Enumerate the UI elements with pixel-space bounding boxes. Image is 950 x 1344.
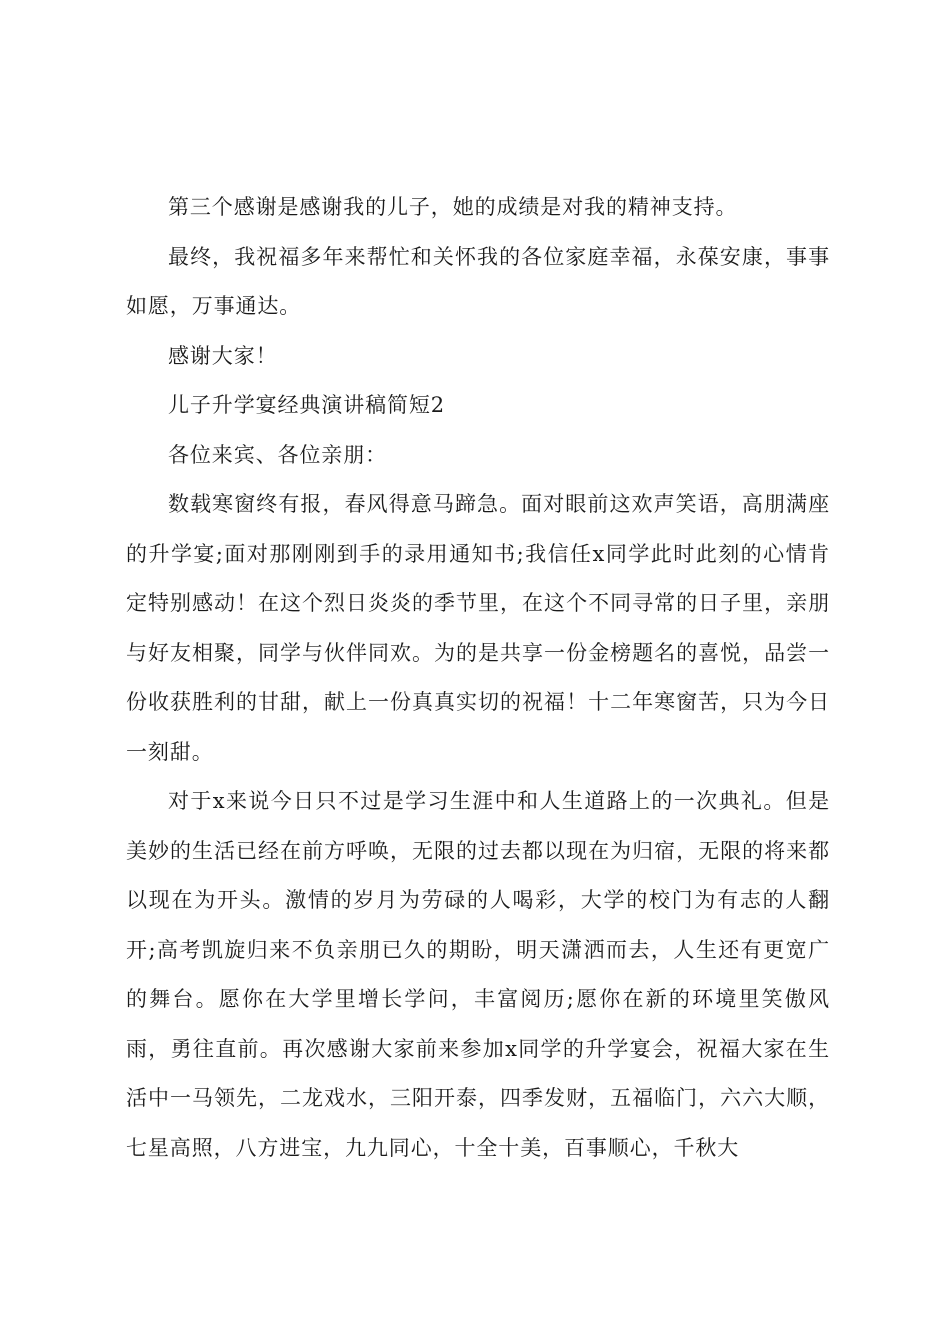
section-title: 儿子升学宴经典演讲稿简短2 xyxy=(168,393,446,417)
paragraph-thanks-all: 感谢大家！ xyxy=(168,343,278,368)
paragraph-greeting: 各位来宾、各位亲朋： xyxy=(168,442,387,467)
paragraph-future: 对于x来说今日只不过是学习生涯中和人生道路上的一次典礼。但是美妙的生活已经在前方呼唤，无限的过去都以现在为归宿，无限的将来都以现在为开头。激情的岁月为劳碌的人喝彩，大学的校门为有志的人翻开;高考凯旋归来不负亲朋已久的期盼，明天潇洒而去，人生还有更宽广的舞台。愿你在大学里增长学问，丰富阅历;愿你在新的环境里笑傲风雨，勇往直前。再次感谢大家前来参加x同学的升学宴会，祝福大家在生活中一马领先，二龙戏水，三阳开泰，四季发财，五福临门，六六大顺，七星高照，八方进宝，九九同心，十全十美，百事顺心，千秋大 xyxy=(126,789,830,1160)
document-body xyxy=(126,183,830,1173)
paragraph-celebration: 数载寒窗终有报，春风得意马蹄急。面对眼前这欢声笑语，高朋满座的升学宴;面对那刚刚到手的录用通知书;我信任x同学此时此刻的心情肯定特别感动！在这个烈日炎炎的季节里，在这个不同寻常的日子里，亲朋与好友相聚，同学与伙伴同欢。为的是共享一份金榜题名的喜悦，品尝一份收获胜利的甘甜，献上一份真真实切的祝福！十二年寒窗苦，只为今日一刻甜。 xyxy=(126,492,830,764)
paragraph-thanks-son: 第三个感谢是感谢我的儿子，她的成绩是对我的精神支持。 xyxy=(168,195,738,219)
paragraph-blessing: 最终，我祝福多年来帮忙和关怀我的各位家庭幸福，永葆安康，事事如愿，万事通达。 xyxy=(126,244,830,318)
